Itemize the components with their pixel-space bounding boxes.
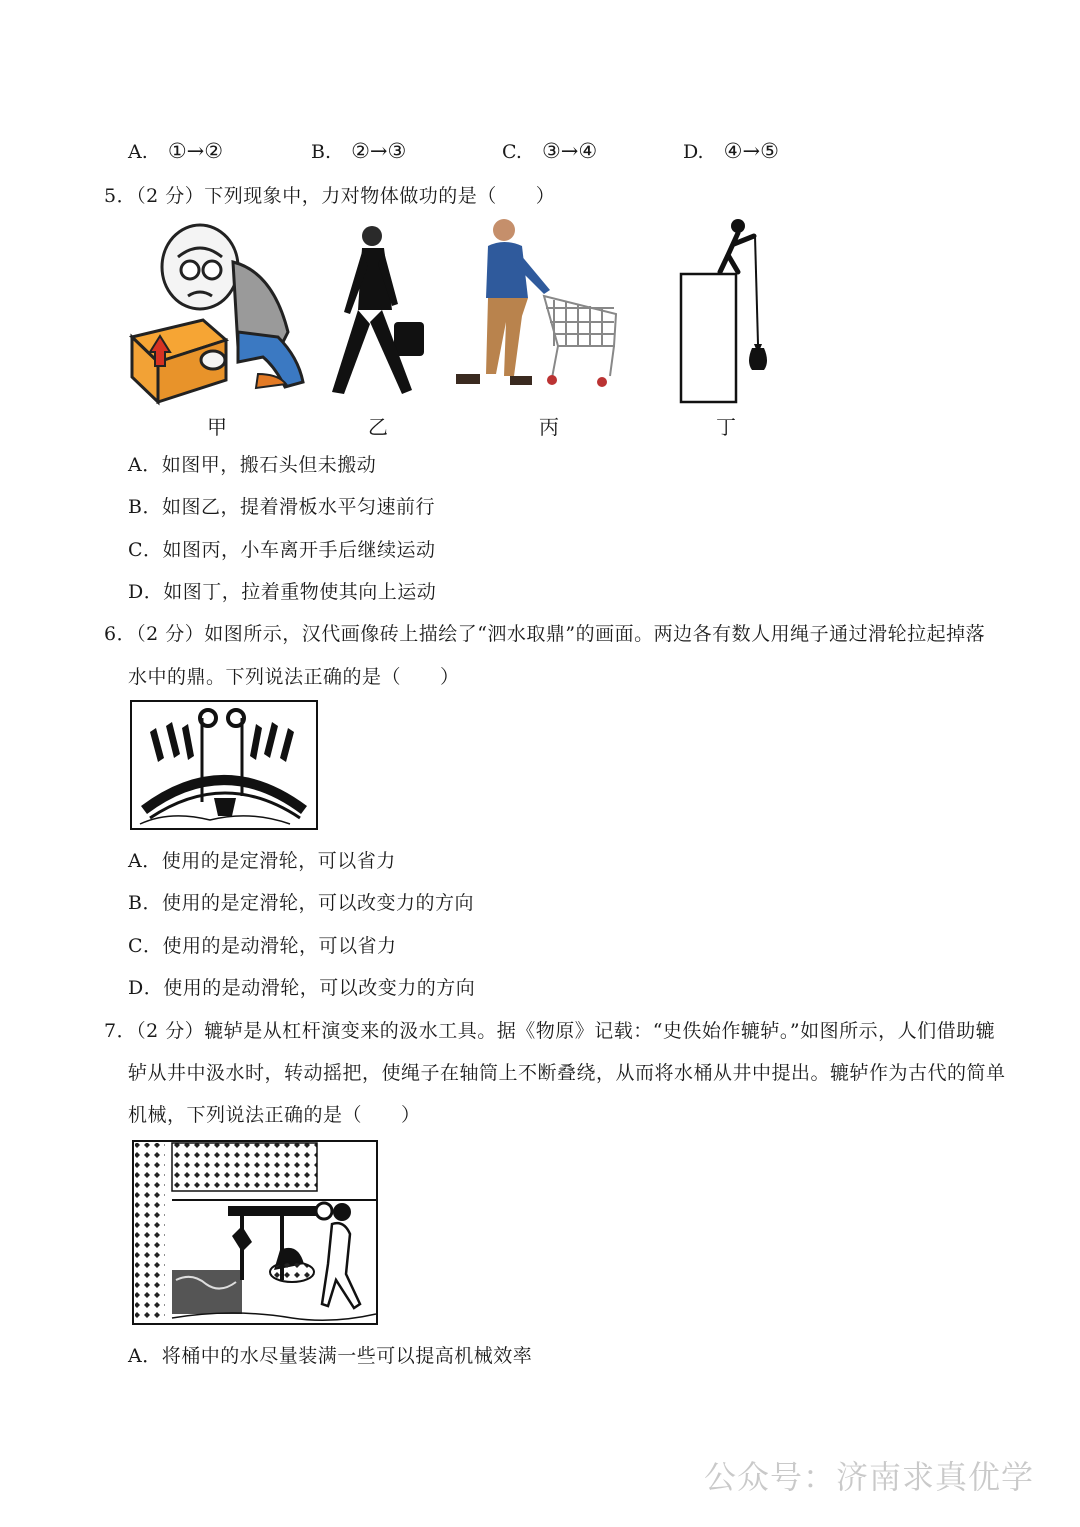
figure-bing-pushing-cart [454,216,622,396]
option-text: ①→② [167,139,224,163]
option-text: ②→③ [351,139,407,163]
figure-q7-windlass [132,1140,378,1325]
figure-label-yi: 乙 [368,415,388,439]
option-letter: B. [311,141,332,163]
figure-ding-lifting-weight [676,216,772,408]
figure-label-ding: 丁 [716,415,736,439]
q6-stem-line2: 水中的鼎。下列说法正确的是（ ） [128,666,460,688]
option-text: ④→⑤ [723,139,779,163]
q6-option-b: B．使用的是定滑轮，可以改变力的方向 [128,892,474,914]
figure-yi-walking-man [322,222,434,400]
q5-stem: 5．（2 分）下列现象中，力对物体做功的是（ ） [104,185,556,207]
figure-label-jia: 甲 [207,415,227,439]
q7-stem-line1: 7．（2 分）辘轳是从杠杆演变来的汲水工具。据《物原》记载：“史佚始作辘轳。”如图所示，人们借助辘 [104,1020,996,1042]
q4-option-d [683,139,779,163]
q7-option-a: A．将桶中的水尽量装满一些可以提高机械效率 [128,1345,533,1367]
figure-jia-lifting-box [128,212,303,404]
figure-label-bing: 丙 [539,415,559,439]
q6-option-c: C．使用的是动滑轮，可以省力 [128,935,397,957]
q4-option-b [311,139,406,163]
q6-stem-line1: 6．（2 分）如图所示，汉代画像砖上描绘了“泗水取鼎”的画面。两边各有数人用绳子通过滑轮拉起掉落 [104,623,986,645]
q7-stem-line3: 机械，下列说法正确的是（ ） [128,1104,421,1126]
q5-option-c: C．如图丙，小车离开手后继续运动 [128,539,436,561]
option-letter: C. [502,141,522,163]
q7-stem-line2: 轳从井中汲水时，转动摇把，使绳子在轴筒上不断叠绕，从而将水桶从井中提出。辘轳作为古代的简单 [128,1062,1006,1084]
q4-option-a [128,139,223,163]
q4-option-c [502,139,597,163]
option-letter: D. [683,141,704,163]
watermark-text: 公众号：济南求真优学 [703,1458,1034,1496]
figure-q6-pulley-brick [130,700,318,830]
option-text: ③→④ [541,139,598,163]
q6-option-d: D．使用的是动滑轮，可以改变力的方向 [128,977,476,999]
q5-option-d: D．如图丁，拉着重物使其向上运动 [128,581,437,603]
q6-option-a: A．使用的是定滑轮，可以省力 [128,850,396,872]
q5-option-a: A．如图甲，搬石头但未搬动 [128,454,377,476]
q5-option-b: B．如图乙，提着滑板水平匀速前行 [128,496,435,518]
option-letter: A. [128,141,148,163]
